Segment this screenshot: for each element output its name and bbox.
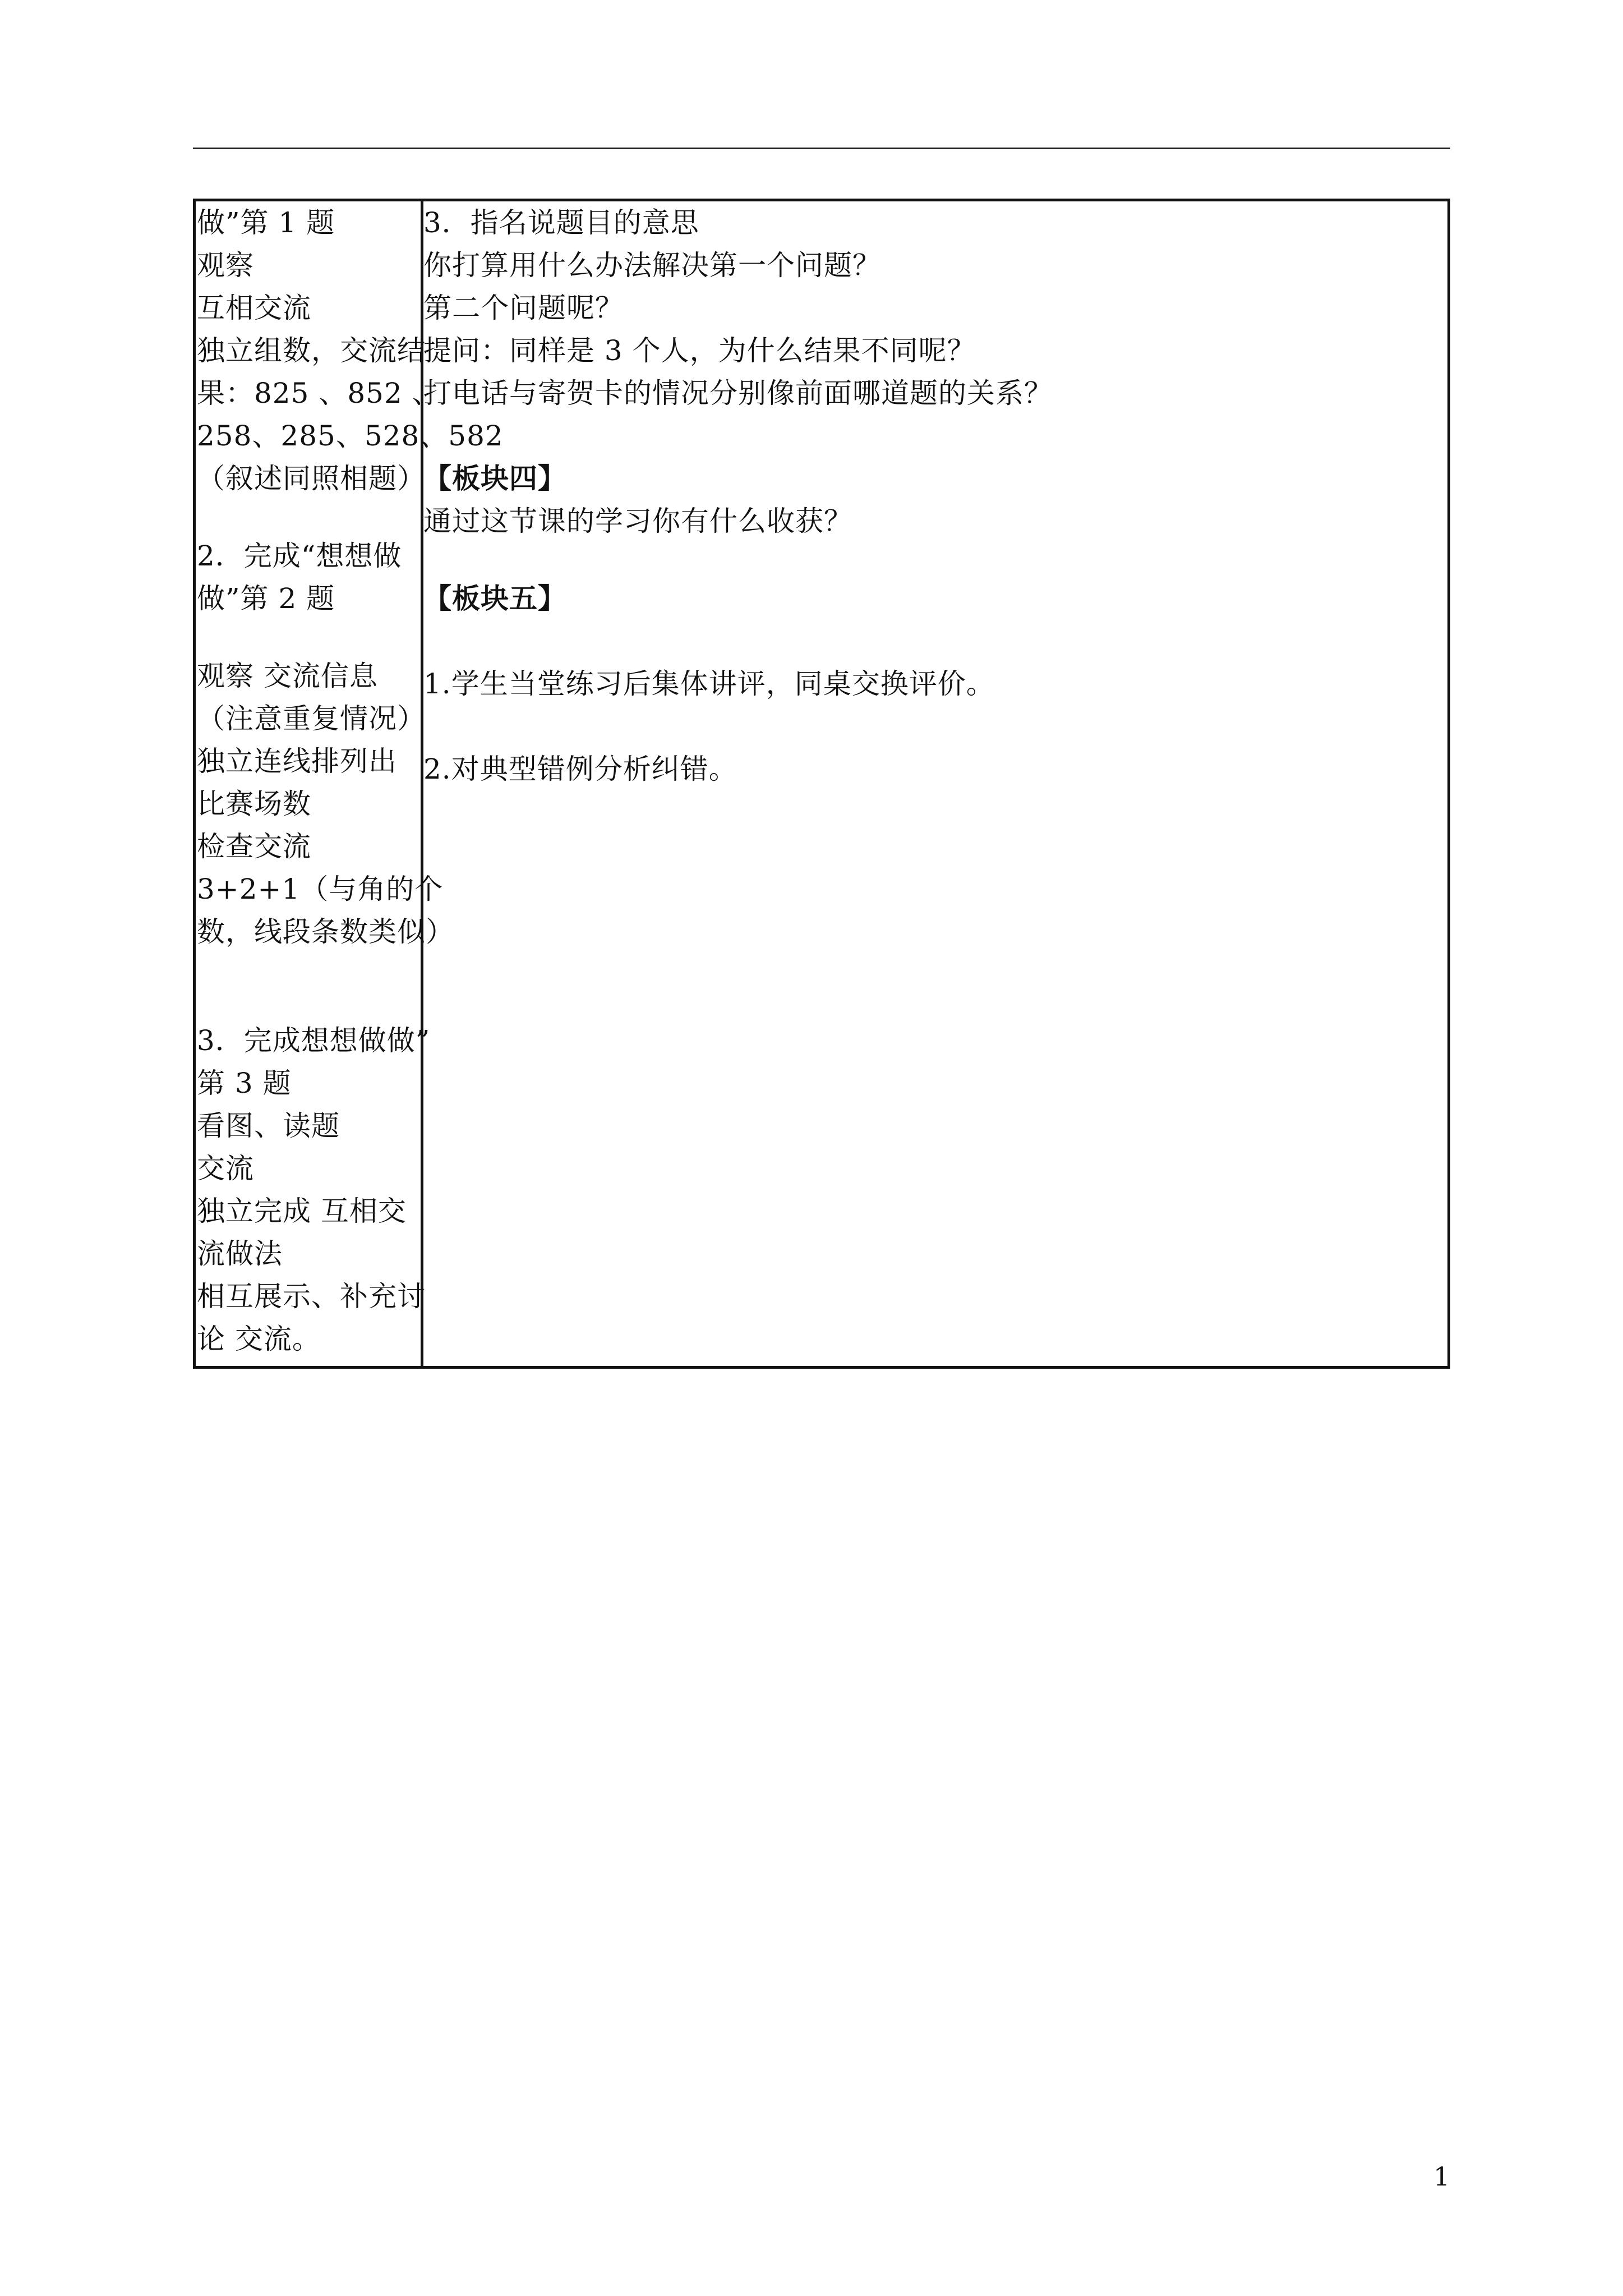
right-cell-line: 3．指名说题目的意思 — [423, 206, 699, 239]
left-cell-line: 第 3 题 — [197, 1067, 292, 1099]
right-cell-line: 提问：同样是 3 个人，为什么结果不同呢？ — [423, 334, 976, 367]
left-cell-line: （叙述同照相题） — [197, 462, 426, 495]
section-heading-block4: 【板块四】 — [423, 462, 566, 495]
left-cell-line: 3．完成想想做做” — [197, 1024, 431, 1057]
right-cell-line: 通过这节课的学习你有什么收获？ — [423, 505, 852, 537]
right-cell-line: 你打算用什么办法解决第一个问题？ — [423, 249, 881, 282]
left-cell-line: 数，线段条数类似） — [197, 915, 454, 948]
left-cell-line: 检查交流 — [197, 830, 311, 863]
left-cell-line: 果：825 、852 、 — [197, 377, 441, 409]
left-cell-line: 相互展示、补充讨 — [197, 1280, 426, 1313]
left-cell-line: 交流 — [197, 1152, 254, 1185]
left-cell-line: 比赛场数 — [197, 788, 311, 820]
teacher-activity-column — [423, 201, 1447, 1366]
left-cell-line: 观察 交流信息 — [197, 660, 378, 692]
left-cell-line: 流做法 — [197, 1237, 283, 1270]
left-cell-line: （注意重复情况） — [197, 702, 426, 735]
left-cell-line: 做”第 1 题 — [197, 206, 335, 239]
page-number: 1 — [1433, 2161, 1450, 2192]
right-cell-line: 1.学生当堂练习后集体讲评，同桌交换评价。 — [423, 668, 995, 700]
left-cell-line: 互相交流 — [197, 292, 311, 324]
section-heading-block5: 【板块五】 — [423, 582, 566, 615]
left-cell-line: 独立连线排列出 — [197, 745, 397, 777]
left-cell-line: 独立完成 互相交 — [197, 1195, 407, 1227]
right-cell-line: 第二个问题呢？ — [423, 292, 624, 324]
left-cell-line: 看图、读题 — [197, 1110, 340, 1142]
left-cell-line: 观察 — [197, 249, 254, 282]
lesson-plan-table — [193, 199, 1450, 1369]
left-cell-line: 258、285、528、582 — [197, 420, 504, 452]
right-cell-line: 打电话与寄贺卡的情况分别像前面哪道题的关系？ — [423, 377, 1053, 409]
header-rule — [193, 148, 1450, 149]
left-cell-line: 论 交流。 — [197, 1323, 321, 1355]
right-cell-line: 2.对典型错例分析纠错。 — [423, 753, 737, 785]
left-cell-line: 3+2+1（与角的个 — [197, 873, 444, 905]
left-cell-line: 做”第 2 题 — [197, 582, 335, 615]
left-cell-line: 2．完成“想想做 — [197, 540, 402, 572]
left-cell-line: 独立组数，交流结 — [197, 334, 426, 367]
